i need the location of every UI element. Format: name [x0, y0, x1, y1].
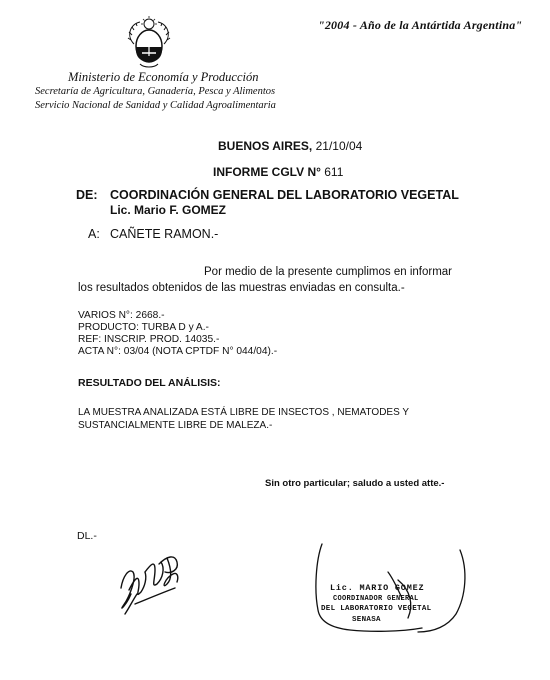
result-line-2: SUSTANCIALMENTE LIBRE DE MALEZA.-	[78, 420, 273, 431]
report-number	[213, 165, 343, 179]
report-label: INFORME CGLV N°	[213, 165, 321, 179]
place-and-date	[218, 139, 362, 153]
place: BUENOS AIRES,	[218, 139, 313, 153]
date: 21/10/04	[315, 139, 363, 153]
from-organization: COORDINACIÓN GENERAL DEL LABORATORIO VEGETAL	[110, 188, 459, 202]
intro-line-1: Por medio de la presente cumplimos en informar	[204, 266, 453, 278]
year-motto: "2004 - Año de la Antártida Argentina"	[318, 18, 523, 32]
stamp-agency: SENASA	[352, 616, 381, 624]
closing-line: Sin otro particular; saludo a usted atte.-	[265, 478, 445, 489]
to-label: A:	[88, 227, 100, 241]
service-name: Servicio Nacional de Sanidad y Calidad Agroalimentaria	[35, 100, 276, 111]
report-number-value: 611	[324, 165, 344, 179]
argentina-coat-of-arms-emblem	[120, 14, 178, 70]
secretariat-name: Secretaría de Agricultura, Ganadería, Pesca y Alimentos	[35, 86, 276, 97]
result-heading: RESULTADO DEL ANÁLISIS:	[78, 377, 221, 389]
stamp-title: COORDINADOR GENERAL	[333, 595, 419, 603]
from-person: Lic. Mario F. GOMEZ	[110, 203, 227, 217]
stamp-name: Lic. MARIO GOMEZ	[330, 583, 425, 593]
to-recipient: CAÑETE RAMON.-	[110, 227, 219, 241]
stamp-department: DEL LABORATORIO VEGETAL	[321, 605, 432, 613]
detail-varios: VARIOS N°: 2668.-	[78, 310, 165, 321]
detail-ref: REF: INSCRIP. PROD. 14035.-	[78, 334, 220, 345]
from-label: DE:	[76, 188, 98, 202]
intro-line-2: los resultados obtenidos de las muestras enviadas en consulta.-	[78, 282, 405, 294]
ministry-name: Ministerio de Economía y Producción	[68, 70, 259, 84]
result-line-1: LA MUESTRA ANALIZADA ESTÁ LIBRE DE INSECTOS , NEMATODES Y	[78, 407, 410, 418]
detail-producto: PRODUCTO: TURBA D y A.-	[78, 322, 209, 333]
detail-acta: ACTA N°: 03/04 (NOTA CPTDF N° 044/04).-	[78, 346, 278, 357]
handwritten-signature	[115, 548, 190, 618]
typist-initials: DL.-	[77, 530, 97, 542]
